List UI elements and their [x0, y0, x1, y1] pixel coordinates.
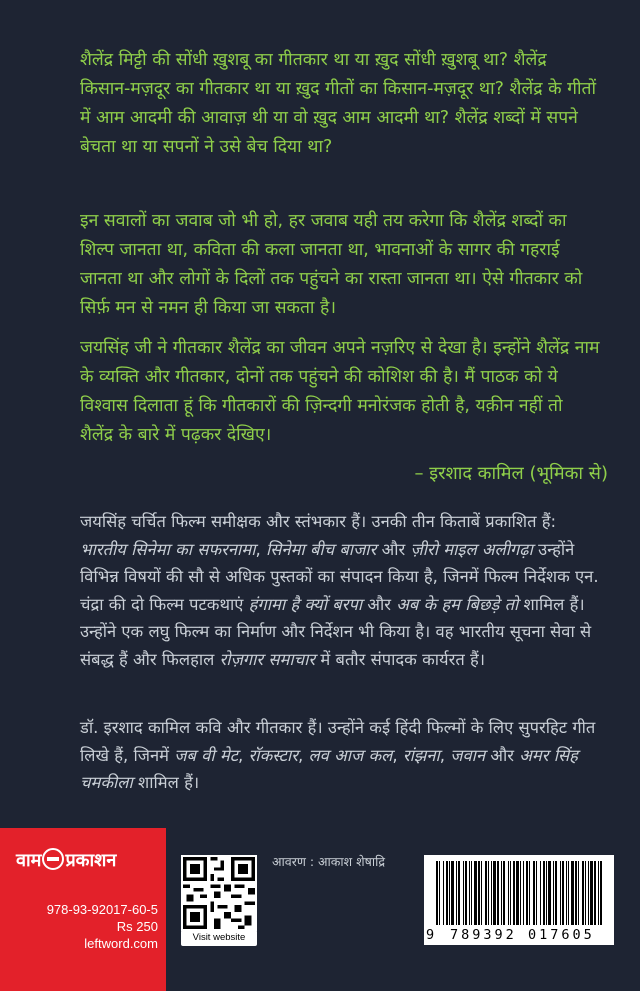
barcode-bar [582, 861, 584, 925]
publisher-info [47, 901, 158, 952]
publication-title: रोज़गार समाचार [219, 649, 316, 669]
barcode-bar [578, 861, 579, 925]
blurb-paragraph-3: जयसिंह जी ने गीतकार शैलेंद्र का जीवन अपने नज़रिए से देखा है। इन्होंने शैलेंद्र नाम के व्यक्ति और गीतकार, दोनों तक पहुंचने की कोशिश की है। मैं पाठक को ये विश्वास दिलाता हूं कि गीतकारों की ज़िन्दगी मनोरंजक होती है, यक़ीन नहीं तो शैलेंद्र के बारे में पढ़कर देखिए। [80, 338, 600, 445]
barcode-bar [526, 861, 528, 925]
barcode-bar [585, 861, 586, 925]
book-logo-icon [42, 848, 64, 870]
barcode-bar [594, 861, 596, 925]
website-link[interactable]: leftword.com [84, 936, 158, 951]
barcode-bar [503, 861, 505, 925]
barcode-bar [474, 861, 477, 925]
qr-code-icon[interactable] [181, 855, 257, 931]
barcode-digit-first: 9 [426, 927, 435, 943]
barcode-bar [510, 861, 511, 925]
barcode-bar [439, 861, 440, 925]
barcode-bar [443, 861, 444, 925]
barcode-bar [516, 861, 519, 925]
book-title: सिनेमा बीच बाजार [265, 539, 377, 559]
barcode-bar [436, 861, 438, 925]
barcode-bar [451, 861, 454, 925]
book-title: भारतीय सिनेमा का सफरनामा [80, 539, 256, 559]
barcode-bar [523, 861, 524, 925]
barcode-bar [575, 861, 577, 925]
barcode-bar [598, 861, 599, 925]
barcode-bar [471, 861, 472, 925]
barcode-bar [513, 861, 515, 925]
barcode-bar [478, 861, 480, 925]
barcode-bar [533, 861, 535, 925]
barcode-bar [529, 861, 530, 925]
book-title: ज़ीरो माइल अलीगढ़ा [410, 539, 533, 559]
screenplay-title: अब के हम बिछड़े तो [396, 594, 519, 614]
barcode-bar [540, 861, 541, 925]
barcode-bar [449, 861, 450, 925]
barcode-bar [588, 861, 589, 925]
blurb-paragraph-2: इन सवालों का जवाब जो भी हो, हर जवाब यही तय करेगा कि शैलेंद्र शब्दों का शिल्प जानता था, कविता की कला जानता था, भावनाओं के सागर की गहराई जानता था और लोगों के दिलों तक पहुंचने का रास्ता जानता था। ऐसे गीतकार को सिर्फ़ मन से नमन ही किया जा सकता है। [80, 211, 583, 318]
barcode-bar [543, 861, 545, 925]
publisher-logo: वाम प्रकाशन [16, 850, 117, 871]
barcode-bar [553, 861, 554, 925]
barcode-bar [491, 861, 492, 925]
screenplay-title: हंगामा है क्यों बरपा [248, 594, 363, 614]
price: Rs 250 [116, 919, 158, 934]
barcode-bar [463, 861, 464, 925]
film-title: अमर सिंह चमकीला [80, 745, 578, 792]
cover-credit: आवरण : आकाश शेषाद्रि [272, 854, 385, 869]
barcode-bar [465, 861, 467, 925]
barcode-bar [469, 861, 470, 925]
film-title: जवान [450, 745, 486, 765]
barcode-bar [497, 861, 499, 925]
film-title: रॉकस्टार [248, 745, 298, 765]
blurb-paragraph-1: शैलेंद्र मिट्टी की सोंधी ख़ुशबू का गीतकार था या ख़ुद सोंधी ख़ुशबू था? शैलेंद्र किसान-मज़दूर का गीतकार था या ख़ुद गीतों का किसान-मज़दूर था? शैलेंद्र के गीतों में आम आदमी की आवाज़ थी या वो ख़ुद आम आदमी था? शैलेंद्र शब्दों में सपने बेचता था या सपनों ने उसे बेच दिया था? [80, 50, 597, 157]
barcode-bar [562, 861, 564, 925]
barcode-bar [508, 861, 509, 925]
barcode-bar [546, 861, 547, 925]
barcode-bar [555, 861, 557, 925]
film-title: रांझना [402, 745, 440, 765]
isbn: 978-93-92017-60-5 [46, 902, 158, 917]
barcode-digits-right: 017605 [528, 927, 595, 943]
author-bio: जयसिंह चर्चित फिल्म समीक्षक और स्तंभकार हैं। उनकी तीन किताबें प्रकाशित हैं: भारतीय सिनेमा का सफरनामा, सिनेमा बीच बाजार और ज़ीरो माइल अलीगढ़ा उन्होंने विभिन्न विषयों की सौ से अधिक पुस्तकों का संपादन किया है, जिनमें फिल्म निर्देशक एन. चंद्रा की दो फिल्म पटकथाएं हंगामा है क्यों बरपा और अब के हम बिछड़े तो शामिल हैं। उन्होंने एक लघु फिल्म का निर्माण और निर्देशन भी किया है। वह भारतीय सूचना सेवा से संबद्ध हैं और फिलहाल रोज़गार समाचार में बतौर संपादक कार्यरत हैं। [80, 512, 599, 669]
barcode-bar [520, 861, 521, 925]
blurb-signature: – इरशाद कामिल (भूमिका से) [414, 463, 608, 484]
visit-website-label: Visit website [181, 930, 257, 946]
barcode-bar [600, 861, 602, 925]
barcode-bar [536, 861, 537, 925]
publisher-panel [0, 828, 166, 991]
barcode-bar [568, 861, 569, 925]
barcode-bar [485, 861, 487, 925]
barcode-bar [493, 861, 496, 925]
foreword-author-bio: डॉ. इरशाद कामिल कवि और गीतकार हैं। उन्होंने कई हिंदी फिल्मों के लिए सुपरहिट गीत लिखे हैं, जिनमें जब वी मेट, रॉकस्टार, लव आज कल, रांझना, जवान और अमर सिंह चमकीला शामिल हैं। [80, 718, 596, 792]
barcode-bar [481, 861, 482, 925]
barcode-bar [488, 861, 489, 925]
barcode-digits-left: 789392 [450, 927, 517, 943]
barcode-bar [566, 861, 567, 925]
film-title: लव आज कल [308, 745, 393, 765]
barcode-bar [590, 861, 593, 925]
barcode-bar [571, 861, 574, 925]
barcode-bar [446, 861, 448, 925]
barcode-bar [501, 861, 502, 925]
barcode-bar [548, 861, 551, 925]
barcode-bar [560, 861, 561, 925]
isbn-barcode [424, 855, 614, 945]
barcode-bar [456, 861, 457, 925]
film-title: जब वी मेट [174, 745, 239, 765]
barcode-bars [432, 861, 606, 925]
barcode-bar [458, 861, 460, 925]
